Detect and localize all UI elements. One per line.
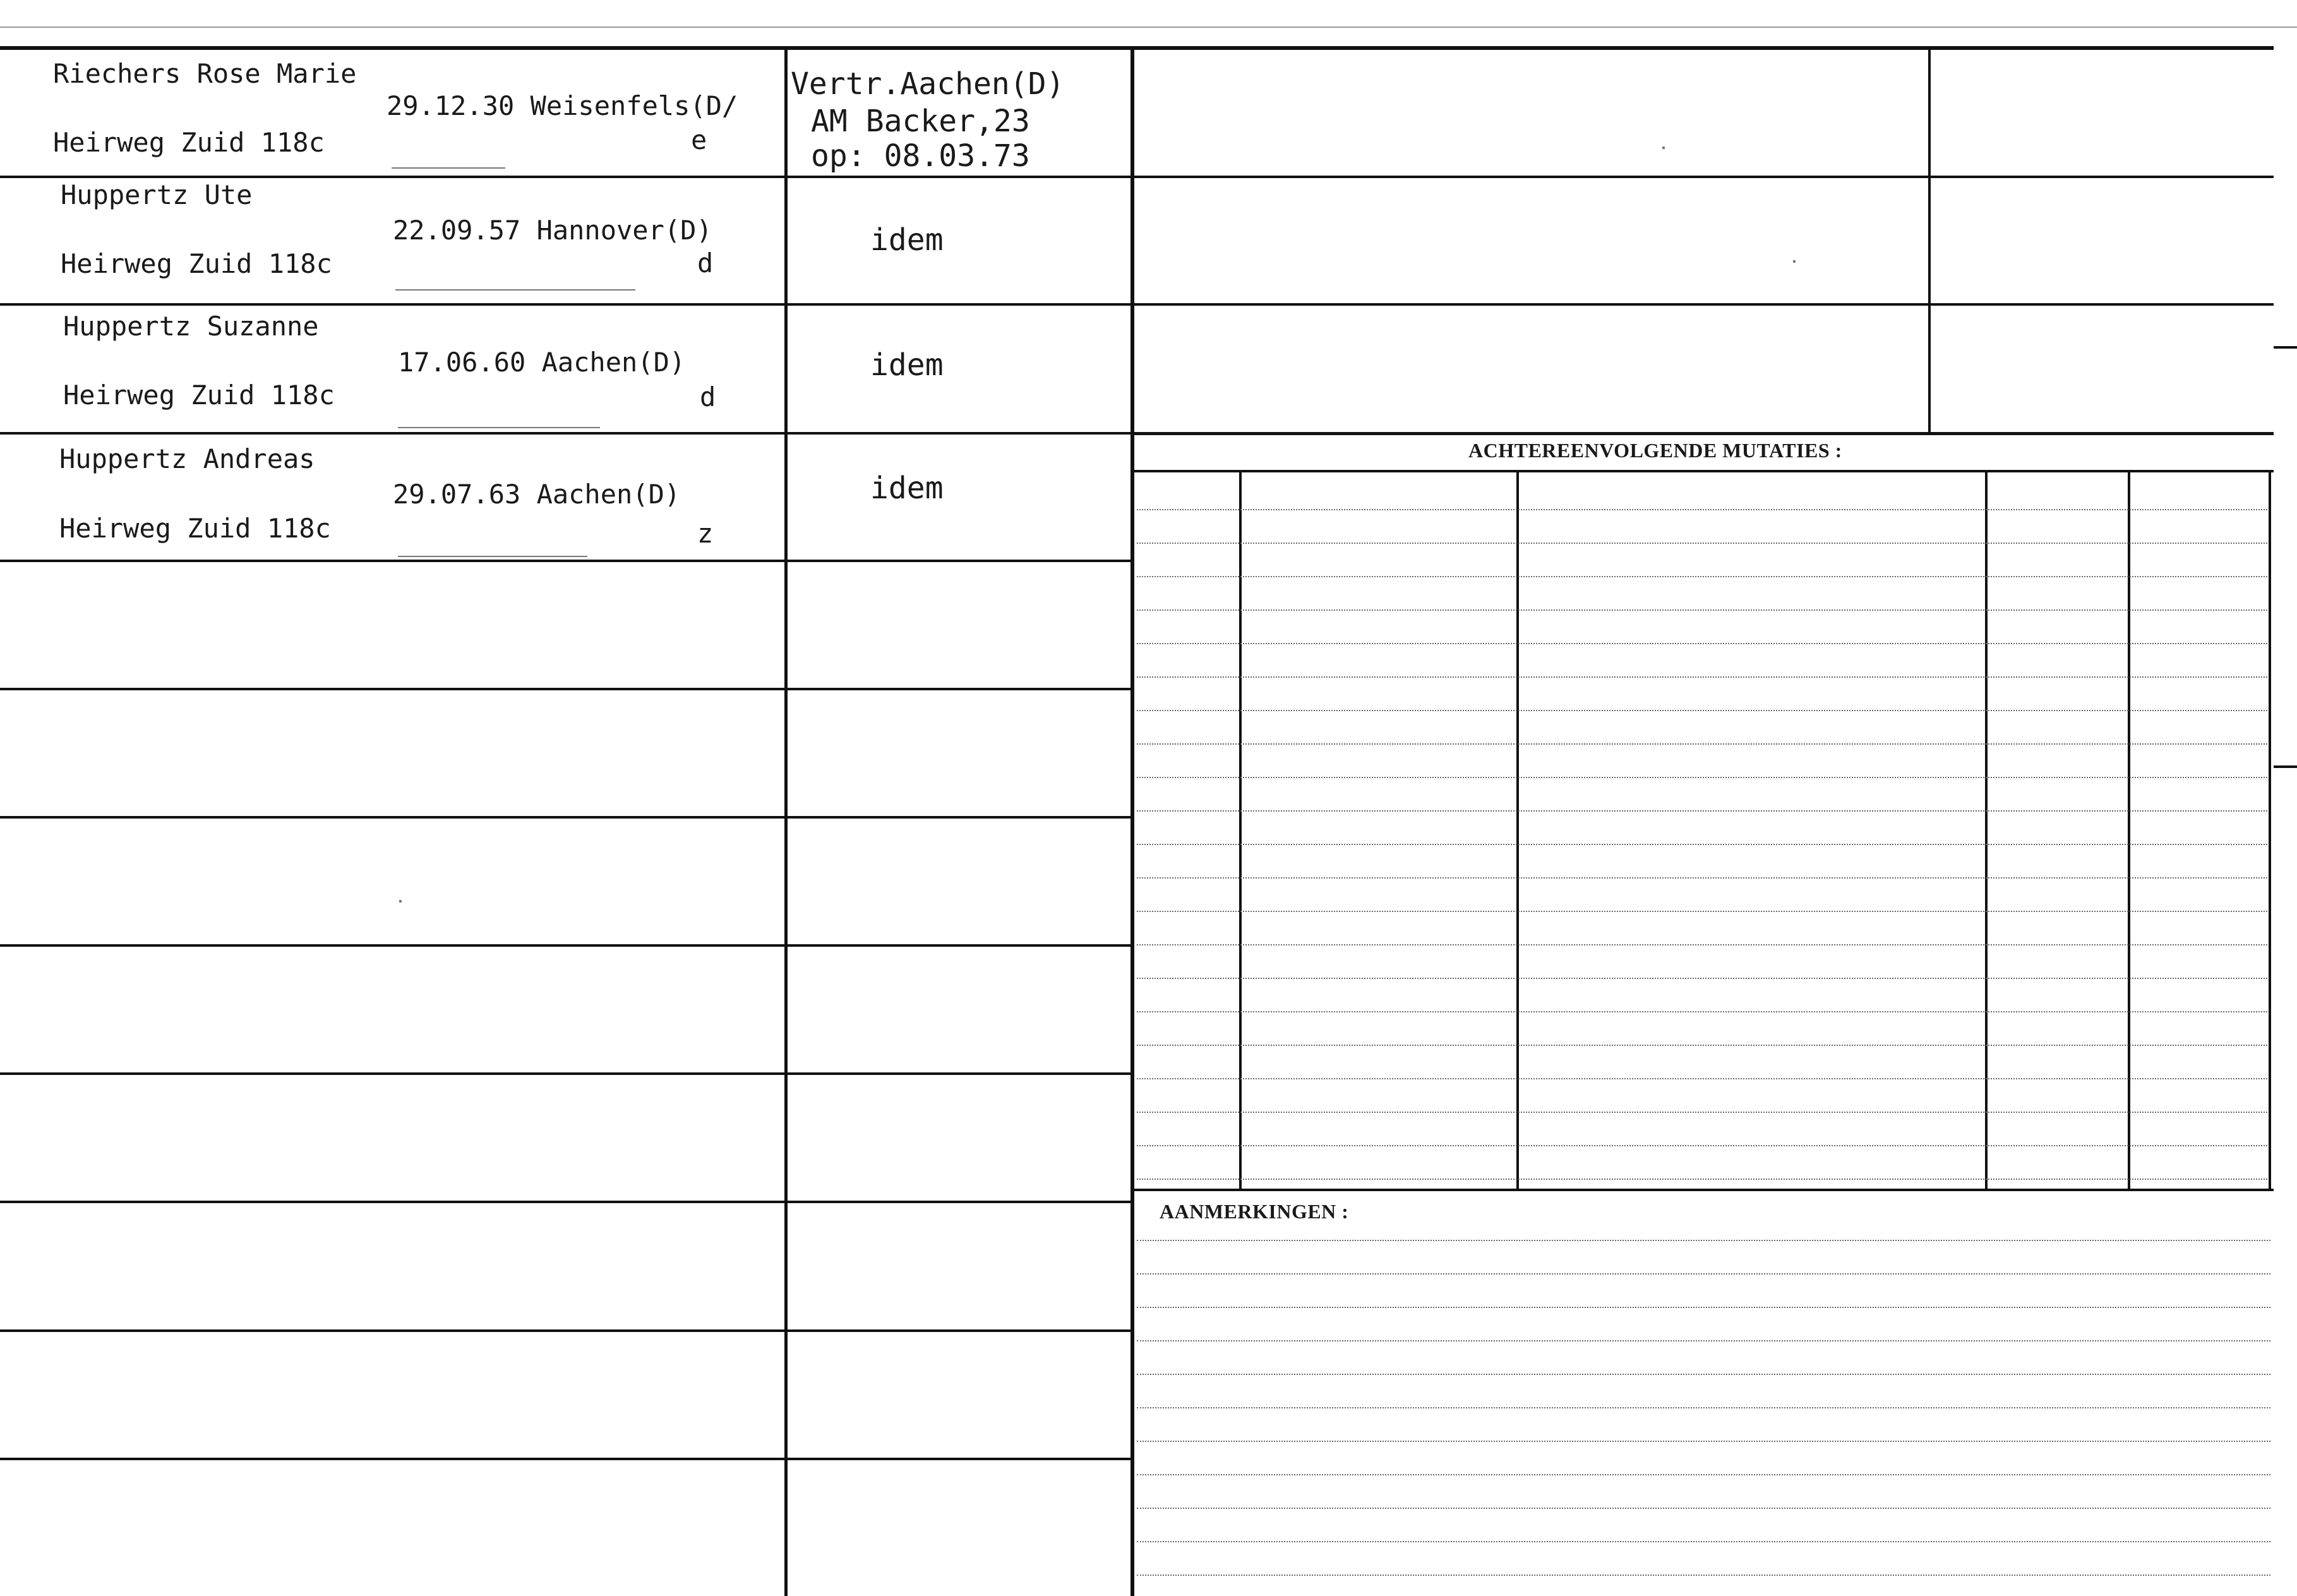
column-divider-3 [1928,47,1931,433]
person-address: Heirweg Zuid 118c [61,248,332,279]
right-row-divider [1134,432,2274,435]
person-code: d [700,381,716,412]
ruled-line [1137,743,2267,745]
person-code: e [691,124,707,155]
ruled-line [1137,1541,2270,1542]
ruled-line [1137,1179,2267,1180]
person-name: Huppertz Suzanne [63,311,319,342]
person-birth: 29.12.30 Weisenfels(D/ [387,90,738,121]
right-row-divider [1134,176,2274,178]
ruled-line [1137,1575,2270,1576]
row-divider [0,176,1134,178]
row-divider [0,944,1134,947]
person-code: z [697,518,714,549]
remarks-header: AANMERKINGEN : [1160,1200,1349,1223]
mutations-col [1516,472,1519,1190]
person-birth: 22.09.57 Hannover(D) [393,215,712,246]
scan-speck [399,900,402,903]
row-divider [0,432,1134,435]
person-address: Heirweg Zuid 118c [53,127,325,158]
remark-line: op: 08.03.73 [811,138,1030,174]
mutations-table-bottom [1134,1189,2274,1191]
row-divider [0,1458,1134,1460]
remark-line: Vertr.Aachen(D) [791,66,1065,102]
scan-speck [395,289,635,291]
top-faint-line [0,27,2297,28]
ruled-line [1137,1112,2267,1113]
ruled-line [1137,1374,2270,1375]
column-divider-1 [784,47,788,1596]
ruled-line [1137,1508,2270,1509]
ruled-line [1137,1011,2267,1012]
ruled-line [1137,509,2267,510]
scan-speck [392,167,505,169]
mutations-header: ACHTEREENVOLGENDE MUTATIES : [1468,439,1842,462]
ruled-line [1137,643,2267,644]
top-border [0,46,2274,50]
column-divider-2 [1131,47,1134,1596]
ruled-line [1137,877,2267,879]
ruled-line [1137,944,2267,945]
person-address: Heirweg Zuid 118c [63,380,335,411]
ruled-line [1137,1307,2270,1308]
ruled-line [1137,911,2267,912]
remark-line: idem [870,471,944,506]
row-divider [0,560,1134,562]
margin-tick [2274,765,2297,768]
ruled-line [1137,543,2267,544]
row-divider [0,1072,1134,1075]
scan-speck [1793,260,1796,263]
row-divider [0,1329,1134,1332]
person-birth: 17.06.60 Aachen(D) [398,347,686,378]
ruled-line [1137,1145,2267,1146]
margin-tick [2274,346,2297,349]
remark-line: idem [870,347,944,383]
person-name: Huppertz Ute [61,179,253,210]
ruled-line [1137,1078,2267,1079]
row-divider [0,303,1134,306]
person-address: Heirweg Zuid 118c [59,513,331,544]
ruled-line [1137,1340,2270,1341]
mutations-col [1239,472,1242,1190]
ruled-line [1137,609,2267,611]
row-divider [0,816,1134,819]
ruled-line [1137,810,2267,812]
remark-line: idem [870,222,944,258]
remark-line: AM Backer,23 [811,104,1030,139]
ruled-line [1137,1273,2270,1275]
scan-speck [1662,147,1665,149]
mutations-col [2269,472,2271,1190]
person-name: Huppertz Andreas [59,443,315,474]
ruled-line [1137,1045,2267,1046]
ruled-line [1137,777,2267,778]
scan-speck [398,427,600,428]
person-code: d [697,248,714,279]
ruled-line [1137,1240,2270,1241]
ruled-line [1137,676,2267,678]
ruled-line [1137,576,2267,577]
ruled-line [1137,1474,2270,1475]
scan-speck [398,556,587,557]
mutations-col [1985,472,1988,1190]
ruled-line [1137,710,2267,711]
mutations-table-top [1134,470,2274,472]
row-divider [0,1201,1134,1203]
person-birth: 29.07.63 Aachen(D) [393,479,681,510]
ruled-line [1137,1407,2270,1408]
right-row-divider [1134,303,2274,306]
mutations-col [2128,472,2130,1190]
row-divider [0,688,1134,690]
ruled-line [1137,1441,2270,1442]
person-name: Riechers Rose Marie [53,58,357,89]
ruled-line [1137,844,2267,845]
ruled-line [1137,978,2267,979]
